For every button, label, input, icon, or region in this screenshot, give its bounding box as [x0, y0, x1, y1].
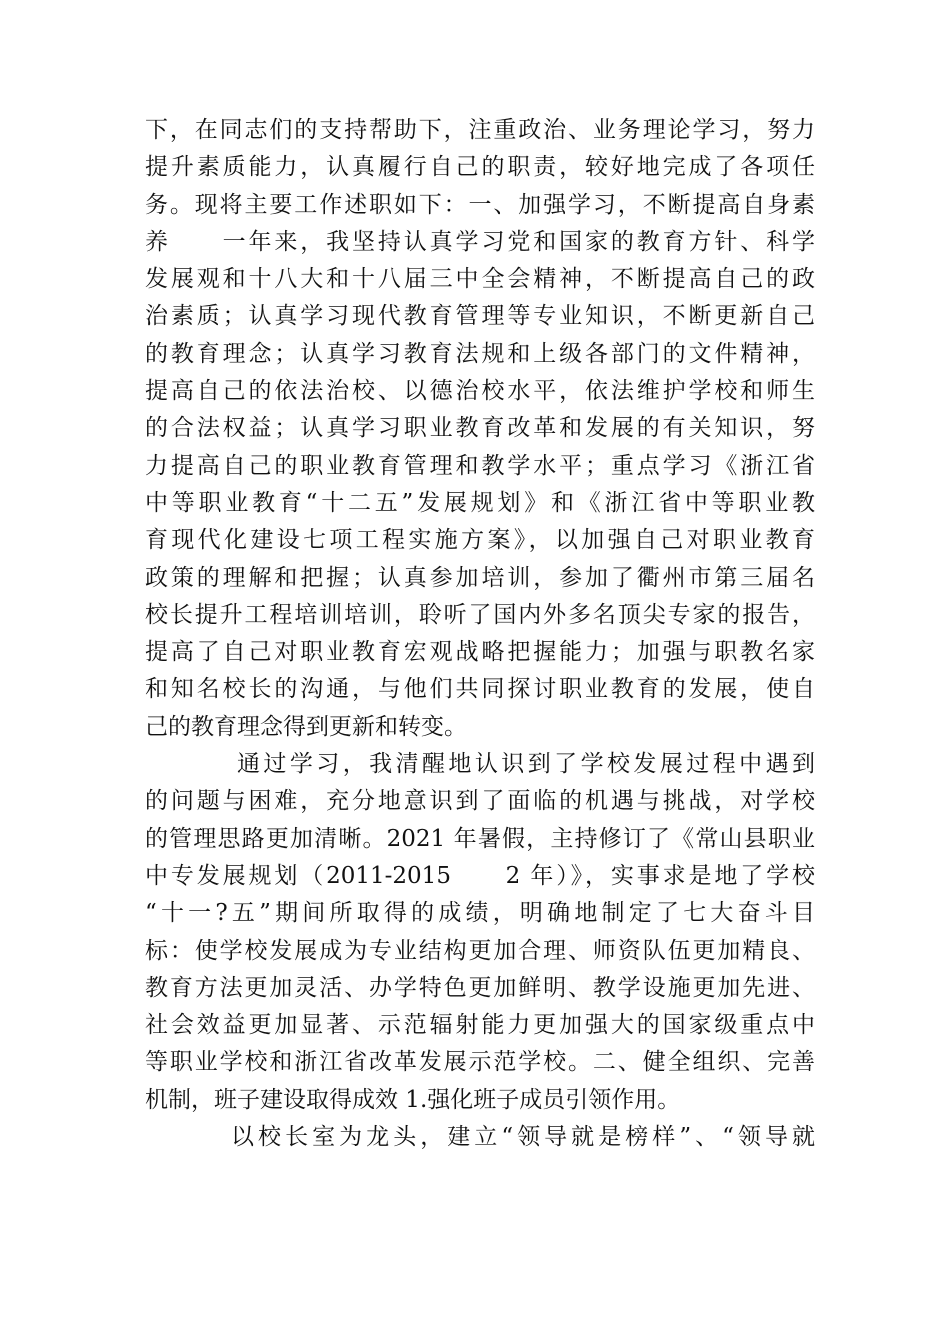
text-line: 提升素质能力，认真履行自己的职责，较好地完成了各项任	[145, 154, 815, 181]
paragraph-start-line: 以校长室为龙头，建立“领导就是榜样”、“领导就	[231, 1124, 815, 1151]
text-line: 治素质；认真学习现代教育管理等专业知识，不断更新自己	[145, 303, 815, 330]
text-line: 等职业学校和浙江省改革发展示范学校。二、健全组织、完善	[145, 1049, 815, 1076]
text-line: 养 一年来，我坚持认真学习党和国家的教育方针、科学	[145, 228, 815, 255]
text-line: 中等职业教育“十二五”发展规划》和《浙江省中等职业教	[145, 489, 815, 516]
text-line: 的教育理念；认真学习教育法规和上级各部门的文件精神，	[145, 340, 815, 367]
text-line: 提高了自己对职业教育宏观战略把握能力；加强与职教名家	[145, 639, 815, 666]
paragraph-end-line: 己的教育理念得到更新和转变。	[145, 713, 467, 740]
text-line: 提高自己的依法治校、以德治校水平，依法维护学校和师生	[145, 378, 815, 405]
paragraph-end-line: 机制，班子建设取得成效 1.强化班子成员引领作用。	[145, 1086, 681, 1113]
text-line: 育现代化建设七项工程实施方案》，以加强自己对职业教育	[145, 527, 815, 554]
text-line: 力提高自己的职业教育管理和教学水平；重点学习《浙江省	[145, 452, 815, 479]
body-text	[145, 112, 815, 1156]
text-line: 教育方法更加灵活、办学特色更加鲜明、教学设施更加先进、	[145, 974, 815, 1001]
text-line: 的合法权益；认真学习职业教育改革和发展的有关知识，努	[145, 415, 815, 442]
text-line: 标：使学校发展成为专业结构更加合理、师资队伍更加精良、	[145, 937, 815, 964]
text-line: 的管理思路更加清晰。2021 年暑假，主持修订了《常山县职业	[145, 825, 815, 852]
text-line: 中专发展规划（2011-2015 2 年）》，实事求是地了学校	[145, 862, 815, 889]
text-line: 和知名校长的沟通，与他们共同探讨职业教育的发展，使自	[145, 676, 815, 703]
text-line: 政策的理解和把握；认真参加培训，参加了衢州市第三届名	[145, 564, 815, 591]
paragraph-start-line: 通过学习，我清醒地认识到了学校发展过程中遇到	[237, 751, 815, 778]
text-line: 发展观和十八大和十八届三中全会精神，不断提高自己的政	[145, 266, 815, 293]
text-line: 的问题与困难，充分地意识到了面临的机遇与挑战，对学校	[145, 788, 815, 815]
text-line: “十一?五”期间所取得的成绩，明确地制定了七大奋斗目	[145, 900, 815, 927]
text-line: 下，在同志们的支持帮助下，注重政治、业务理论学习，努力	[145, 117, 815, 143]
text-line: 务。现将主要工作述职如下：一、加强学习，不断提高自身素	[145, 191, 815, 218]
text-line: 社会效益更加显著、示范辐射能力更加强大的国家级重点中	[145, 1012, 815, 1039]
text-line: 校长提升工程培训培训，聆听了国内外多名顶尖专家的报告，	[145, 601, 815, 628]
